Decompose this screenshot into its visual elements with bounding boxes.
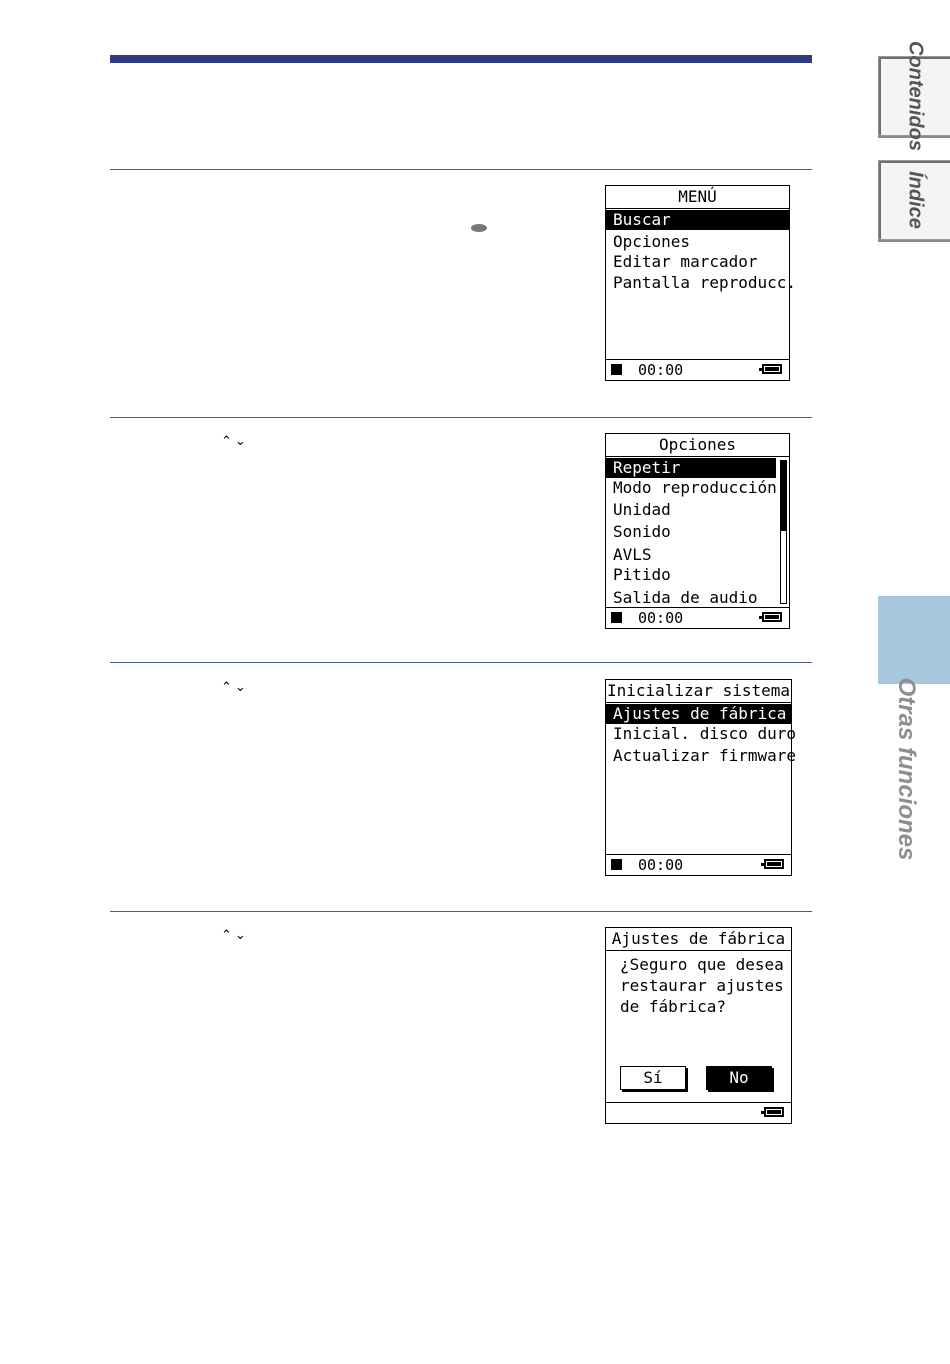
init-item-ajustes-fabrica[interactable]: Ajustes de fábrica <box>606 704 791 724</box>
elapsed-time: 00:00 <box>638 609 684 627</box>
step-divider <box>110 417 812 418</box>
step-divider <box>110 662 812 663</box>
step-divider <box>110 169 812 170</box>
option-item-repetir[interactable]: Repetir <box>606 458 776 478</box>
battery-icon <box>762 364 782 374</box>
menu-item-pantalla-reproducc[interactable]: Pantalla reproducc. <box>613 273 797 292</box>
status-bar <box>606 854 791 875</box>
option-item-pitido[interactable]: Pitido <box>613 565 671 584</box>
section-label-text: Otras funciones <box>893 677 920 861</box>
confirm-message <box>620 954 784 1017</box>
option-item-modo-reproduccion[interactable]: Modo reproducción <box>613 478 777 497</box>
stop-icon <box>611 364 622 375</box>
menu-screen-title: MENÚ <box>606 186 789 209</box>
scrollbar[interactable] <box>780 460 787 604</box>
factory-dialog-title: Ajustes de fábrica <box>606 928 791 951</box>
battery-icon <box>762 612 782 622</box>
options-screen-title: Opciones <box>606 434 789 457</box>
confirm-line: de fábrica? <box>620 997 726 1016</box>
confirm-line: ¿Seguro que desea <box>620 955 784 974</box>
stop-icon <box>611 612 622 623</box>
menu-item-opciones[interactable]: Opciones <box>613 232 691 251</box>
options-screen <box>605 433 790 629</box>
tab-index-label: Índice <box>904 171 927 229</box>
battery-icon <box>764 859 784 869</box>
option-item-unidad[interactable]: Unidad <box>613 500 671 519</box>
scrollbar-thumb[interactable] <box>781 461 786 531</box>
button-icon <box>471 224 487 232</box>
up-down-arrows-icon: ⌃⌄ <box>221 928 249 943</box>
status-bar <box>606 359 789 380</box>
init-screen-title: Inicializar sistema <box>606 680 791 703</box>
status-bar <box>606 1102 791 1123</box>
init-item-actualizar-firmware[interactable]: Actualizar firmware <box>613 746 797 765</box>
yes-button[interactable]: Sí <box>620 1066 686 1090</box>
option-item-sonido[interactable]: Sonido <box>613 522 671 541</box>
menu-screen <box>605 185 797 381</box>
elapsed-time: 00:00 <box>638 856 684 874</box>
elapsed-time: 00:00 <box>638 361 684 379</box>
status-bar <box>606 607 789 628</box>
step-divider <box>110 911 812 912</box>
section-marker <box>878 596 950 684</box>
menu-item-editar-marcador[interactable]: Editar marcador <box>613 252 758 271</box>
option-item-salida-audio[interactable]: Salida de audio <box>613 588 758 607</box>
init-item-inicial-disco-duro[interactable]: Inicial. disco duro <box>613 724 797 743</box>
confirm-line: restaurar ajustes <box>620 976 784 995</box>
factory-reset-dialog <box>605 927 792 1124</box>
battery-icon <box>764 1107 784 1117</box>
tab-contents-label: Contenidos <box>904 41 927 151</box>
stop-icon <box>611 859 622 870</box>
no-button[interactable]: No <box>706 1066 772 1090</box>
menu-item-buscar[interactable]: Buscar <box>606 210 789 230</box>
header-bar <box>110 55 812 63</box>
init-system-screen <box>605 679 797 876</box>
option-item-avls[interactable]: AVLS <box>613 545 652 564</box>
tab-index[interactable] <box>878 160 950 240</box>
up-down-arrows-icon: ⌃⌄ <box>221 680 249 695</box>
section-label <box>886 677 926 861</box>
up-down-arrows-icon: ⌃⌄ <box>221 434 249 449</box>
tab-contents[interactable] <box>878 41 950 151</box>
